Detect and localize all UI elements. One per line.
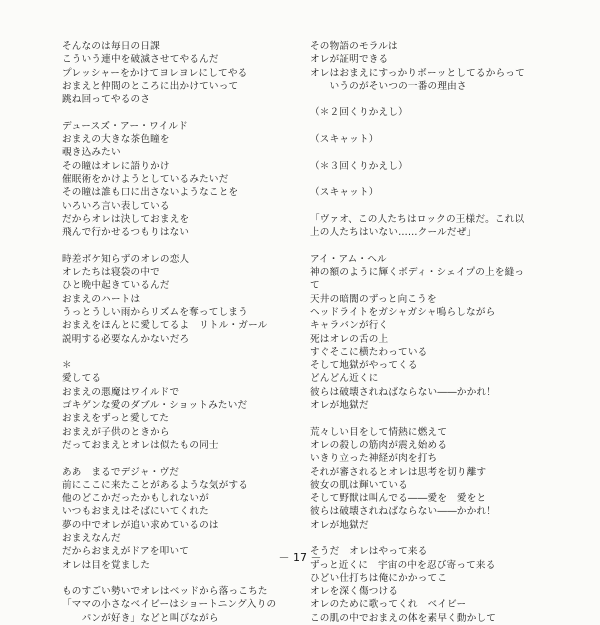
lyric-line: おまえなんだ (62, 532, 121, 544)
lyric-line: いきり立った神経が肉を打ち (310, 453, 438, 465)
lyric-line: おまえと仲間のところに出かけていって (62, 80, 239, 92)
stanza-gap (310, 173, 550, 186)
lyric-line: オレが証明できる (310, 54, 389, 66)
lyric-line: おまえが子供のときから (62, 426, 170, 438)
lyric-line: オレのために歌ってくれ ベイビー (310, 599, 467, 611)
lyric-line: すぐそこに横たわっている (310, 346, 428, 358)
lyric-line: だからおまえがドアを叩いて (62, 546, 190, 558)
lyric-line: 彼らは破壊されねばならない――かかれ！ (310, 506, 497, 518)
lyric-line: ひと晩中起きているんだ (62, 280, 170, 292)
lyric-line: オレたちは寝袋の中で (62, 267, 160, 279)
lyric-line: 飛んで行かせるつもりはない (62, 227, 190, 239)
lyric-line: おまえの悪魔はワイルドで (62, 386, 180, 398)
lyric-line: 時差ボケ知らずのオレの恋人 (62, 253, 190, 265)
stanza-gap (310, 93, 550, 106)
lyric-line: おまえをほんとに愛してるよ リトル・ガール (62, 320, 268, 332)
lyric-line: オレの殺しの筋肉が震え始める (310, 439, 448, 451)
lyric-line: 前にここに来たことがあるような気がする (62, 479, 249, 491)
stanza-gap (310, 532, 550, 545)
lyric-line: 「ママの小さなベイビーはショートニング入りの (62, 599, 277, 611)
lyric-line: そして野獣は叫んでる――愛を 愛をと (310, 493, 487, 505)
stanza-gap (62, 452, 292, 465)
lyric-line: それが審されるとオレは思考を切り離す (310, 466, 487, 478)
lyric-line: て (310, 280, 320, 292)
right-lyrics-column (310, 40, 550, 625)
lyric-line: アイ・アム・ヘル (310, 253, 387, 265)
lyric-line: おまえのハートは (62, 293, 141, 305)
lyric-line: オレを深く傷つける (310, 586, 399, 598)
lyric-line: オレはおまえにすっかりボーッとしてるからって (310, 67, 525, 79)
lyric-line: ずっと近くに 宇宙の中を忍び寄って来る (310, 559, 496, 571)
lyric-line: オレが地獄だ (310, 519, 369, 531)
lyric-line: ひどい仕打ちは俺にかかってこ (310, 572, 448, 584)
lyric-line: おまえをずっと愛してた (62, 413, 170, 425)
stanza-gap (310, 200, 550, 213)
lyric-line: 死はオレの舌の上 (310, 333, 389, 345)
lyric-line: その物語のモラルは (310, 41, 398, 52)
lyric-line: オレが地獄だ (310, 400, 369, 412)
lyric-line: そんなのは毎日の日課 (62, 41, 160, 52)
lyric-line: （スキャット） (310, 187, 379, 199)
stanza-gap (62, 346, 292, 359)
lyric-line: 催眠術をかけようとしているみたいだ (62, 173, 229, 185)
lyric-line: 夢の中でオレが追い求めているのは (62, 519, 219, 531)
lyric-line: その瞳は誰も口に出さないようなことを (62, 187, 239, 199)
lyric-line: 説明する必要なんかないだろ (62, 333, 190, 345)
lyric-line: そうだ オレはやって来る (310, 546, 428, 558)
lyric-line: 覗き込みたい (62, 147, 121, 159)
left-lyrics-column (62, 40, 292, 625)
stanza-gap (310, 146, 550, 159)
lyric-line: デュースズ・アー・ワイルド (62, 120, 188, 132)
lyric-line: こういう連中を破滅させてやるんだ (62, 54, 219, 66)
lyric-line: ああ まるでデジャ・ヴだ (62, 466, 180, 478)
lyric-line: 天井の暗闇のずっと向こうを (310, 293, 437, 305)
lyric-line: ＊ (62, 360, 72, 372)
lyric-line: （＊３回くりかえし） (310, 160, 408, 172)
lyric-line: キャラバンが行く (310, 320, 389, 332)
lyric-line: いろいろ言い表している (62, 200, 170, 212)
lyric-line: 彼女の肌は輝いている (310, 479, 408, 491)
lyric-line: 愛してる (62, 373, 102, 385)
stanza-gap (310, 239, 550, 252)
lyric-line: オレは目を覚ました (62, 559, 151, 571)
stanza-gap (62, 572, 292, 585)
lyric-line: おまえの大きな茶色瞳を (62, 134, 170, 146)
lyric-line: ヘッドライトをガシャガシャ鳴らしながら (310, 306, 496, 318)
stanza-gap (62, 106, 292, 119)
lyric-line: 「ヴァオ、この人たちはロックの王様だ。これ以 (310, 213, 525, 225)
lyric-line: 彼らは破壊されねばならない――かかれ！ (310, 386, 497, 398)
lyric-line: 跳ね回ってやるのさ (62, 94, 151, 106)
stanza-gap (310, 412, 550, 425)
lyric-line: だっておまえとオレは似たもの同士 (62, 439, 219, 451)
lyric-line: だからオレは決しておまえを (62, 213, 190, 225)
lyric-line: 他のどこかだったかもしれないが (62, 493, 209, 505)
lyric-line: プレッシャーをかけてヨレヨレにしてやる (62, 67, 248, 79)
lyric-line: この肌の中でおまえの体を素早く動かして (310, 612, 497, 624)
lyric-line: いうのがそいつの一番の理由さ (310, 80, 467, 92)
lyric-line: （＊２回くりかえし） (310, 107, 408, 119)
stanza-gap (310, 120, 550, 133)
lyric-line: （スキャット） (310, 134, 379, 146)
lyric-line: ものすごい勢いでオレはベッドから落っこちた (62, 586, 268, 598)
lyric-line: 荒々しい目をして情熱に燃えて (310, 426, 448, 438)
lyric-line: どんどん近くに (310, 373, 379, 385)
page-number: － 17 － (278, 551, 322, 564)
stanza-gap (62, 239, 292, 252)
lyric-line: ゴキゲンな愛のダブル・ショットみたいだ (62, 400, 248, 412)
lyric-line: パンが好き」などと叫びながら (62, 612, 219, 624)
lyric-line: そして地獄がやってくる (310, 360, 418, 372)
lyric-line: その瞳はオレに語りかけ (62, 160, 170, 172)
lyric-line: 上の人たちはいない……クールだぜ」 (310, 227, 477, 239)
lyric-line: いつもおまえはそばにいてくれた (62, 506, 209, 518)
lyric-line: 神の額のように輝くボディ・シェイプの上を縫っ (310, 267, 525, 279)
lyric-line: うっとうしい雨からリズムを奪ってしまう (62, 306, 248, 318)
